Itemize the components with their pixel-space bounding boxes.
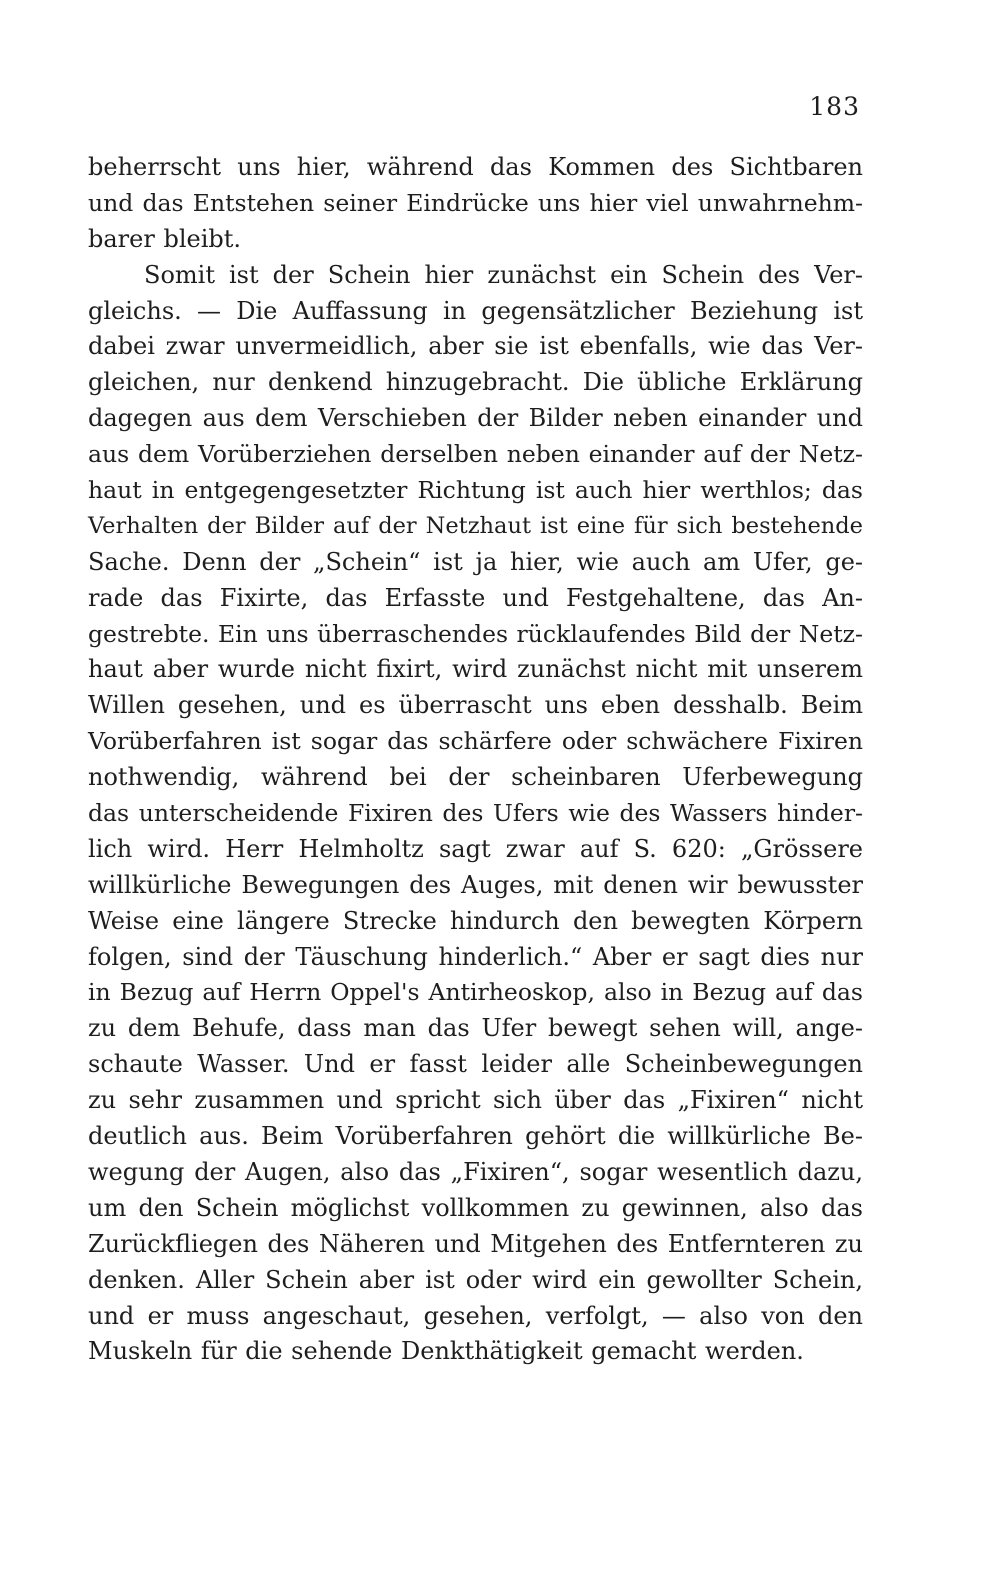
text-line: Muskeln für die sehende Denkthätigkeit gemacht werden. [88,1337,804,1366]
text-line: dabei zwar unvermeidlich, aber sie ist ebenfalls, wie das Ver- [88,332,863,361]
text-line: willkürliche Bewegungen des Auges, mit denen wir bewusster [88,870,863,899]
text-line: um den Schein möglichst vollkommen zu gewinnen, also das [88,1193,863,1222]
text-line: Weise eine längere Strecke hindurch den bewegten Körpern [88,906,863,935]
text-line: zu dem Behufe, dass man das Ufer bewegt sehen will, ange- [88,1014,863,1043]
text-line: beherrscht uns hier, während das Kommen des Sichtbaren [88,153,863,181]
text-line: nothwendig, während bei der scheinbaren Uferbewegung [88,763,863,792]
text-line: und das Entstehen seiner Eindrücke uns hier viel unwahrnehm- [88,188,863,217]
text-line: schaute Wasser. Und er fasst leider alle Scheinbewegungen [88,1050,863,1079]
text-line: wegung der Augen, also das „Fixiren“, sogar wesentlich dazu, [88,1157,863,1186]
text-line: gleichen, nur denkend hinzugebracht. Die übliche Erklärung [88,368,863,397]
text-line: haut aber wurde nicht fixirt, wird zunächst nicht mit unserem [88,655,863,684]
text-line: Vorüberfahren ist sogar das schärfere oder schwächere Fixiren [88,727,863,756]
text-line: Willen gesehen, und es überrascht uns eben desshalb. Beim [88,691,863,720]
text-line: deutlich aus. Beim Vorüberfahren gehört die willkürliche Be- [88,1122,863,1151]
text-line: barer bleibt. [88,224,242,253]
text-line: aus dem Vorüberziehen derselben neben einander auf der Netz- [88,440,863,469]
text-line: zu sehr zusammen und spricht sich über das „Fixiren“ nicht [88,1086,863,1115]
text-line: haut in entgegengesetzter Richtung ist auch hier werthlos; das [88,476,863,505]
text-line: Somit ist der Schein hier zunächst ein Schein des Ver- [144,260,863,289]
text-line: Zurückfliegen des Näheren und Mitgehen des Entfernteren zu [88,1229,863,1258]
text-line: gestrebte. Ein uns überraschendes rücklaufendes Bild der Netz- [88,619,863,648]
body-text [88,150,863,1370]
text-line: und er muss angeschaut, gesehen, verfolgt, — also von den [88,1301,863,1330]
page-number: 183 [809,92,860,121]
text-line: folgen, sind der Täuschung hinderlich.“ Aber er sagt dies nur [88,942,863,971]
text-line: rade das Fixirte, das Erfasste und Festgehaltene, das An- [88,583,863,612]
text-line: Verhalten der Bilder auf der Netzhaut ist eine für sich bestehende [88,512,863,539]
text-line: lich wird. Herr Helmholtz sagt zwar auf S. 620: „Grössere [88,834,863,863]
text-line: das unterscheidende Fixiren des Ufers wie des Wassers hinder- [88,799,863,828]
text-line: dagegen aus dem Verschieben der Bilder neben einander und [88,404,863,433]
text-line: in Bezug auf Herrn Oppel's Antirheoskop, also in Bezug auf das [88,978,863,1007]
text-line: gleichs. — Die Auffassung in gegensätzlicher Beziehung ist [88,296,863,325]
text-line: Sache. Denn der „Schein“ ist ja hier, wie auch am Ufer, ge- [88,547,863,576]
text-line: denken. Aller Schein aber ist oder wird ein gewollter Schein, [88,1265,863,1294]
